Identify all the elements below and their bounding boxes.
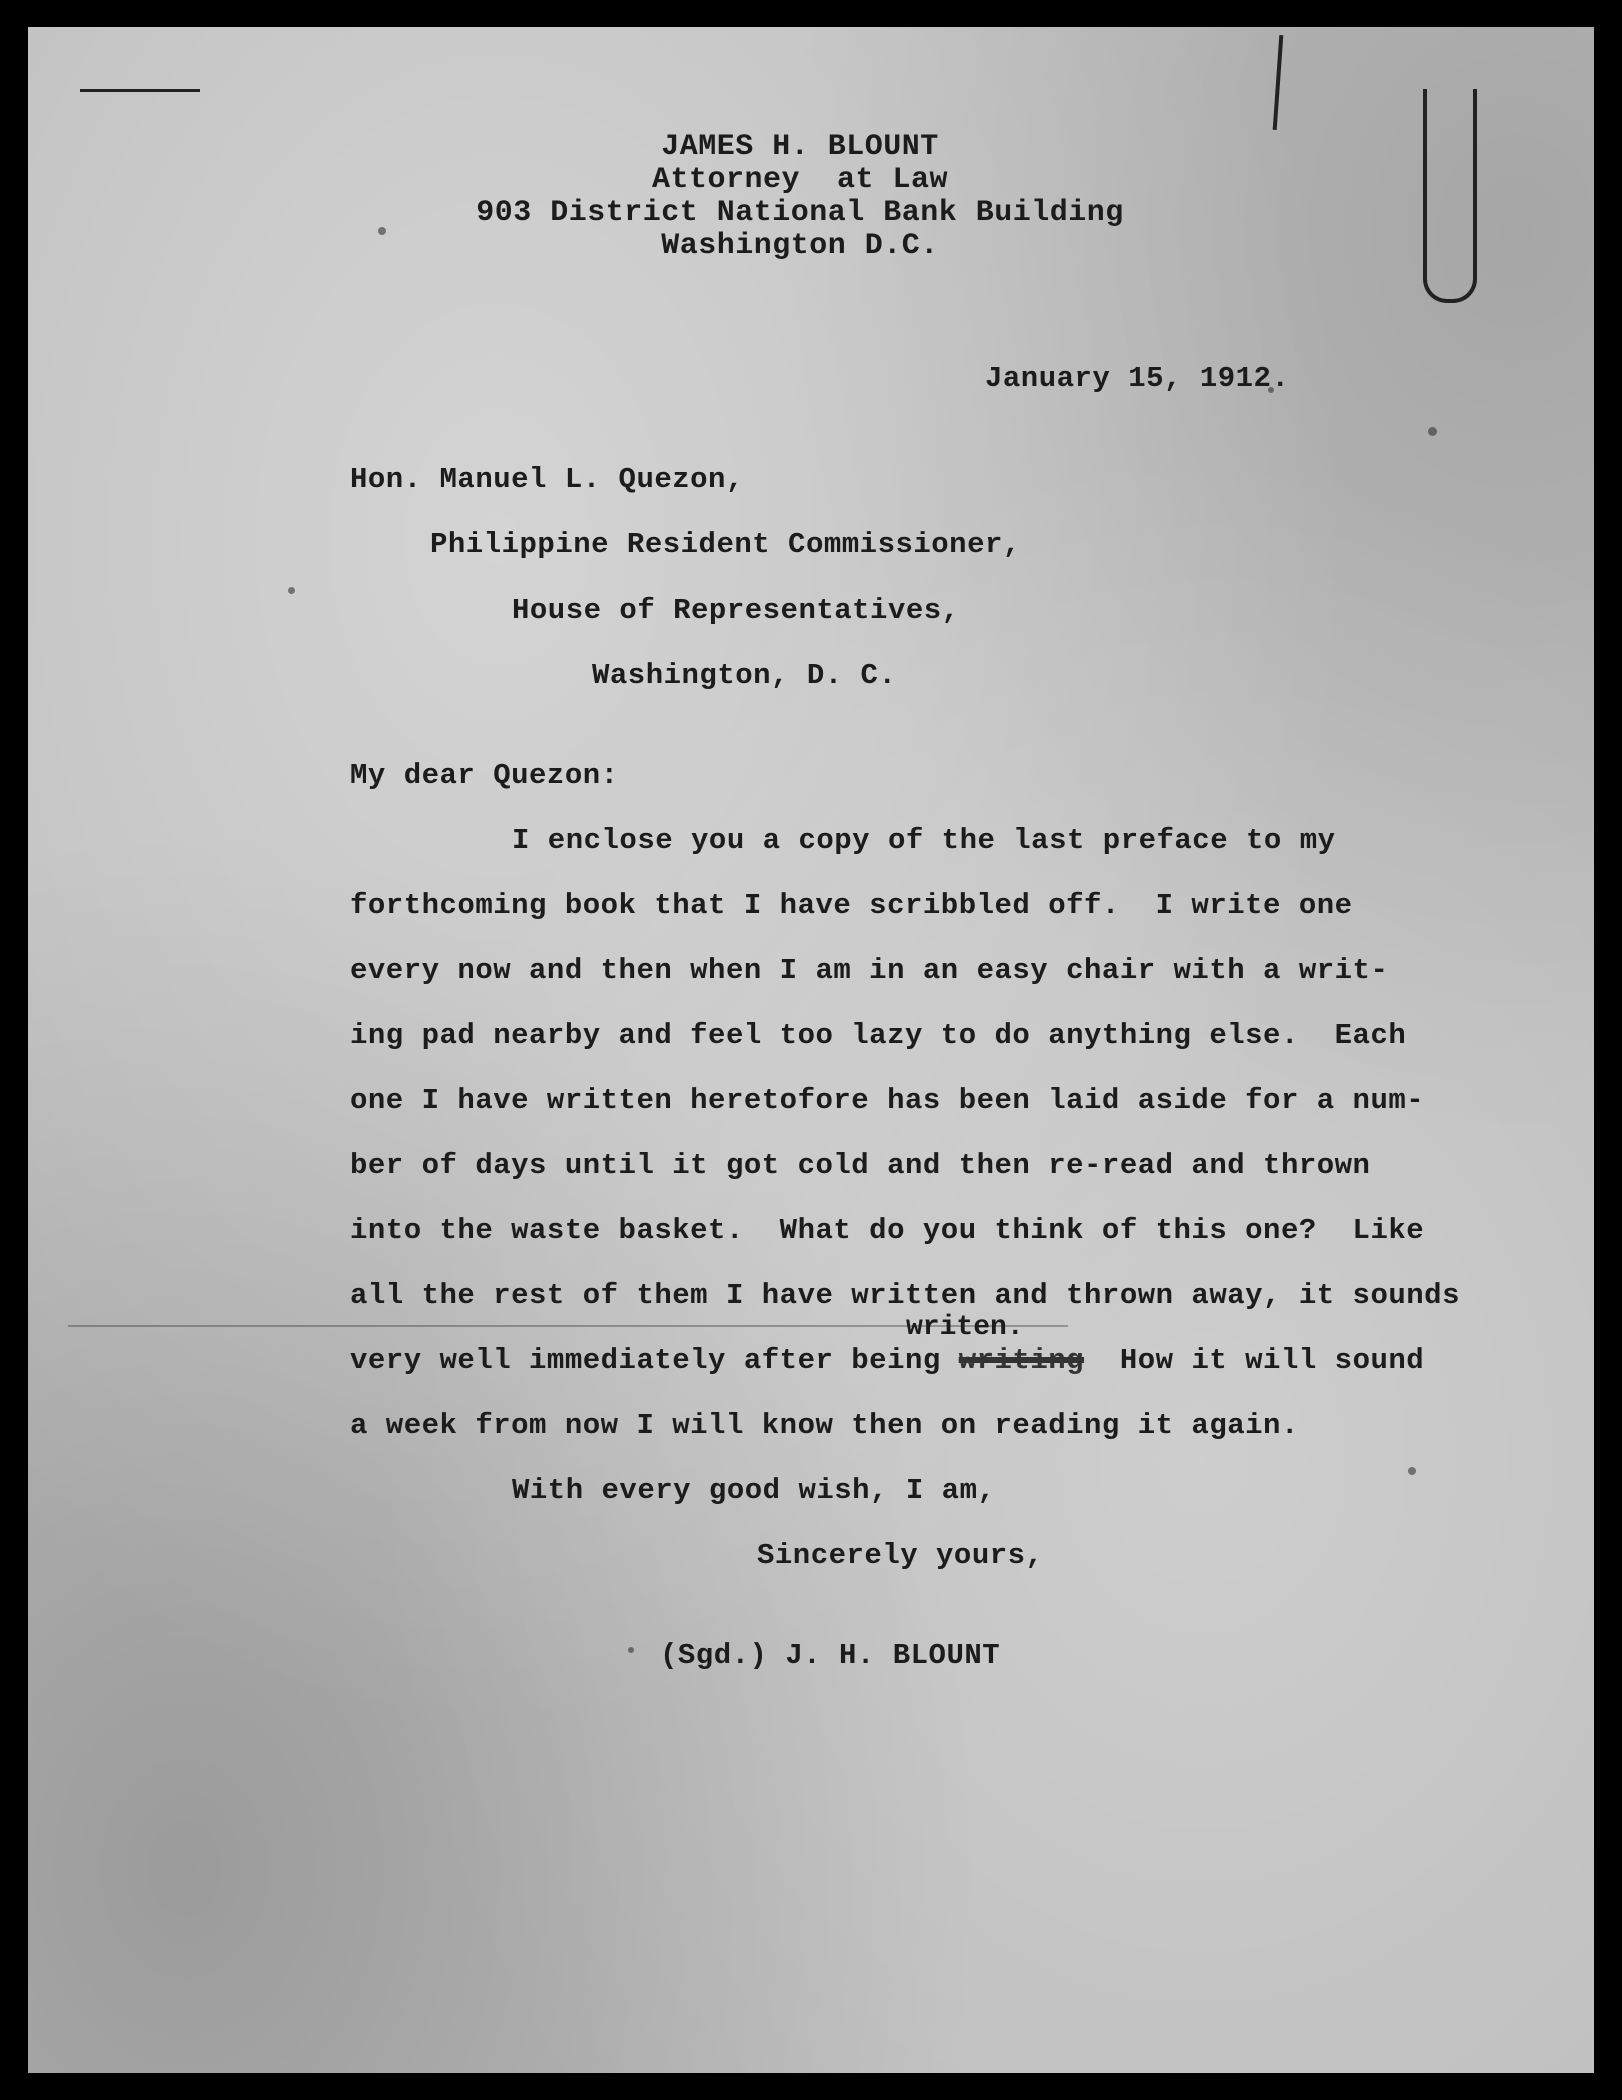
recipient-name: Hon. Manuel L. Quezon, [350,463,744,496]
body-line-start: very well immediately after being [350,1344,941,1377]
paper-speck [1408,1467,1416,1475]
letterhead-name: JAMES H. BLOUNT [661,130,939,164]
closing-wish: With every good wish, I am, [512,1474,996,1507]
paper-speck [1428,427,1437,436]
paper-speck [288,587,295,594]
body-line: forthcoming book that I have scribbled off. I write one [350,889,1353,922]
letterhead-address: 903 District National Bank Building [476,196,1124,230]
recipient-city: Washington, D. C. [592,659,897,692]
paper-speck [628,1647,634,1653]
body-line: every now and then when I am in an easy chair with a writ- [350,954,1389,987]
struck-word: writing [958,1344,1085,1377]
recipient-position: Philippine Resident Commissioner, [430,528,1021,561]
letter-date: January 15, 1912. [985,362,1290,395]
body-line: ing pad nearby and feel too lazy to do anything else. Each [350,1019,1407,1052]
edge-mark [80,89,200,92]
body-line: a week from now I will know then on reading it again. [350,1409,1299,1442]
body-line: into the waste basket. What do you think of this one? Like [350,1214,1425,1247]
body-line-corrected [350,1344,1424,1377]
body-line: all the rest of them I have written and thrown away, it sounds [350,1279,1460,1312]
handwritten-correction: writen. [906,1312,1024,1343]
body-line: ber of days until it got cold and then re-read and thrown [350,1149,1371,1182]
body-line-end: How it will sound [1084,1344,1425,1377]
pen-mark [1273,35,1284,130]
letterhead-city: Washington D.C. [661,229,939,263]
signature: (Sgd.) J. H. BLOUNT [660,1639,1001,1672]
complimentary-close: Sincerely yours, [757,1539,1044,1572]
letterhead-title: Attorney at Law [651,163,949,197]
salutation: My dear Quezon: [350,759,619,792]
body-line: I enclose you a copy of the last preface to my [512,824,1336,857]
body-line: one I have written heretofore has been laid aside for a num- [350,1084,1425,1117]
recipient-organization: House of Representatives, [512,594,960,627]
